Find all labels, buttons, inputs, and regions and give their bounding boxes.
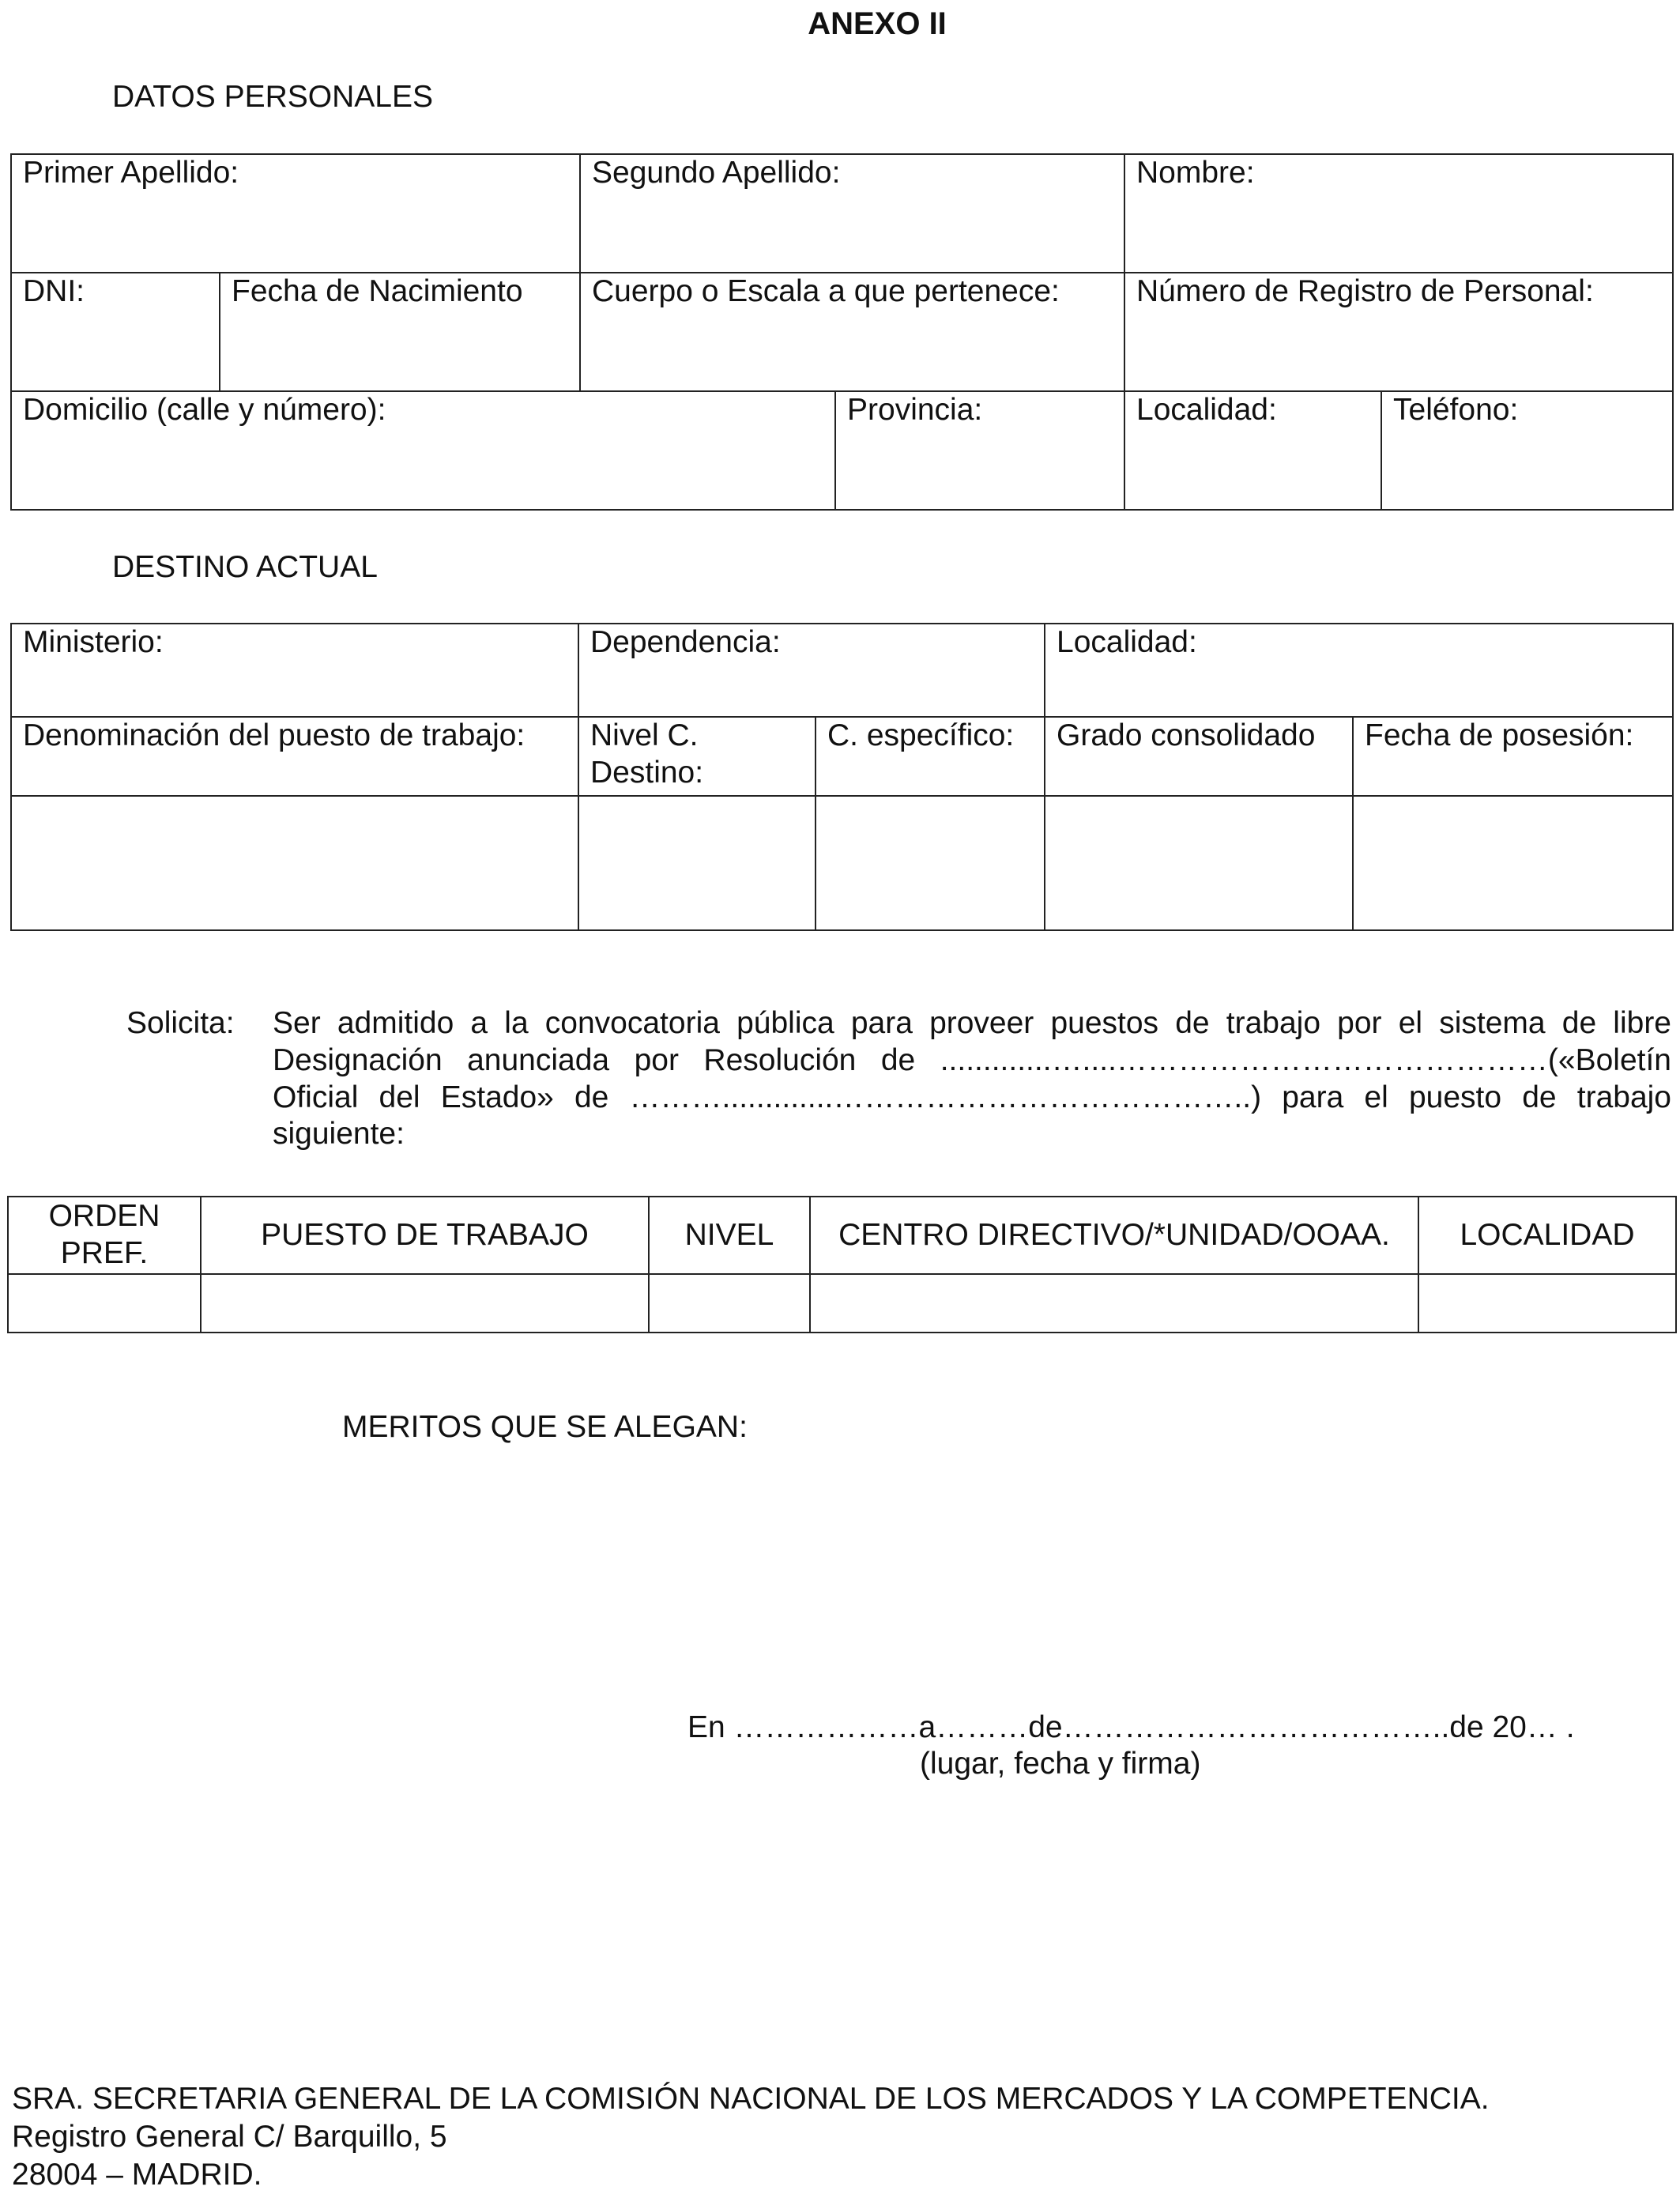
puesto-trabajo-input[interactable] <box>201 1274 649 1333</box>
primer-apellido-label: Primer Apellido: <box>23 156 239 190</box>
cuerpo-field[interactable] <box>580 273 1124 391</box>
orden-pref-header: ORDEN PREF. <box>8 1197 201 1274</box>
denominacion-input[interactable] <box>11 796 578 930</box>
especifico-label: C. específico: <box>827 718 1015 752</box>
nivel-input[interactable] <box>578 796 816 930</box>
localidad-header: LOCALIDAD <box>1418 1197 1676 1274</box>
nrp-label: Número de Registro de Personal: <box>1136 274 1594 308</box>
puesto-trabajo-header: PUESTO DE TRABAJO <box>201 1197 649 1274</box>
dni-label: DNI: <box>23 274 85 308</box>
segundo-apellido-field[interactable] <box>580 154 1124 273</box>
provincia-field[interactable] <box>835 391 1124 510</box>
place-date-line: En ………………a………de………………………………..de 20… . <box>687 1710 1575 1744</box>
nivel-header <box>578 717 816 796</box>
destino-heading: DESTINO ACTUAL <box>112 550 378 584</box>
fecha-posesion-input[interactable] <box>1353 796 1673 930</box>
nivel-header-col: NIVEL <box>649 1197 810 1274</box>
especifico-input[interactable] <box>816 796 1045 930</box>
place-date-caption: (lugar, fecha y firma) <box>920 1747 1201 1781</box>
dependencia-field[interactable] <box>578 624 1045 717</box>
personal-data-table <box>10 153 1674 511</box>
destino-table <box>10 623 1674 931</box>
nivel-label-line2: Destino: <box>590 755 704 790</box>
personal-data-heading: DATOS PERSONALES <box>112 80 434 114</box>
grado-input[interactable] <box>1045 796 1353 930</box>
footer-line-1: SRA. SECRETARIA GENERAL DE LA COMISIÓN NACIONAL DE LOS MERCADOS Y LA COMPETENCIA. <box>12 2082 1490 2116</box>
domicilio-label: Domicilio (calle y número): <box>23 393 386 427</box>
localidad-field[interactable] <box>1124 391 1381 510</box>
meritos-heading: MERITOS QUE SE ALEGAN: <box>342 1410 748 1444</box>
destino-localidad-field[interactable] <box>1045 624 1673 717</box>
ministerio-field[interactable] <box>11 624 578 717</box>
puestos-table <box>7 1196 1677 1333</box>
grado-label: Grado consolidado <box>1057 718 1316 752</box>
segundo-apellido-label: Segundo Apellido: <box>592 156 841 190</box>
grado-header <box>1045 717 1353 796</box>
nivel-input-col[interactable] <box>649 1274 810 1333</box>
localidad-label: Localidad: <box>1136 393 1277 427</box>
nombre-field[interactable] <box>1124 154 1673 273</box>
destino-localidad-label: Localidad: <box>1057 625 1197 659</box>
fecha-nacimiento-field[interactable] <box>220 273 580 391</box>
orden-pref-input[interactable] <box>8 1274 201 1333</box>
dni-field[interactable] <box>11 273 220 391</box>
footer-line-2: Registro General C/ Barquillo, 5 <box>12 2119 447 2154</box>
centro-directivo-input[interactable] <box>810 1274 1418 1333</box>
provincia-label: Provincia: <box>847 393 983 427</box>
primer-apellido-field[interactable] <box>11 154 580 273</box>
denominacion-label: Denominación del puesto de trabajo: <box>23 718 525 752</box>
page-title: ANEXO II <box>808 6 947 41</box>
centro-directivo-header: CENTRO DIRECTIVO/*UNIDAD/OOAA. <box>810 1197 1418 1274</box>
telefono-label: Teléfono: <box>1393 393 1519 427</box>
denominacion-header <box>11 717 578 796</box>
solicita-text: Ser admitido a la convocatoria pública para proveer puestos de trabajo por el sistema de libre Designación anunciada por Resolución de .............…....……………………………………(«Boletín Oficial del Estado» de ……….............…………………………………..) para el puesto de trabajo siguiente: <box>273 1006 1671 1152</box>
cuerpo-label: Cuerpo o Escala a que pertenece: <box>592 274 1060 308</box>
footer-address <box>12 2080 1490 2194</box>
dependencia-label: Dependencia: <box>590 625 781 659</box>
fecha-posesion-label: Fecha de posesión: <box>1365 718 1634 752</box>
nrp-field[interactable] <box>1124 273 1673 391</box>
fecha-posesion-header <box>1353 717 1673 796</box>
nivel-label-line1: Nivel C. <box>590 718 699 752</box>
especifico-header <box>816 717 1045 796</box>
localidad-input[interactable] <box>1418 1274 1676 1333</box>
nombre-label: Nombre: <box>1136 156 1255 190</box>
solicita-label: Solicita: <box>126 1006 235 1040</box>
domicilio-field[interactable] <box>11 391 835 510</box>
ministerio-label: Ministerio: <box>23 625 164 659</box>
footer-line-3: 28004 – MADRID. <box>12 2157 262 2192</box>
fecha-nacimiento-label: Fecha de Nacimiento <box>232 274 523 308</box>
telefono-field[interactable] <box>1381 391 1673 510</box>
